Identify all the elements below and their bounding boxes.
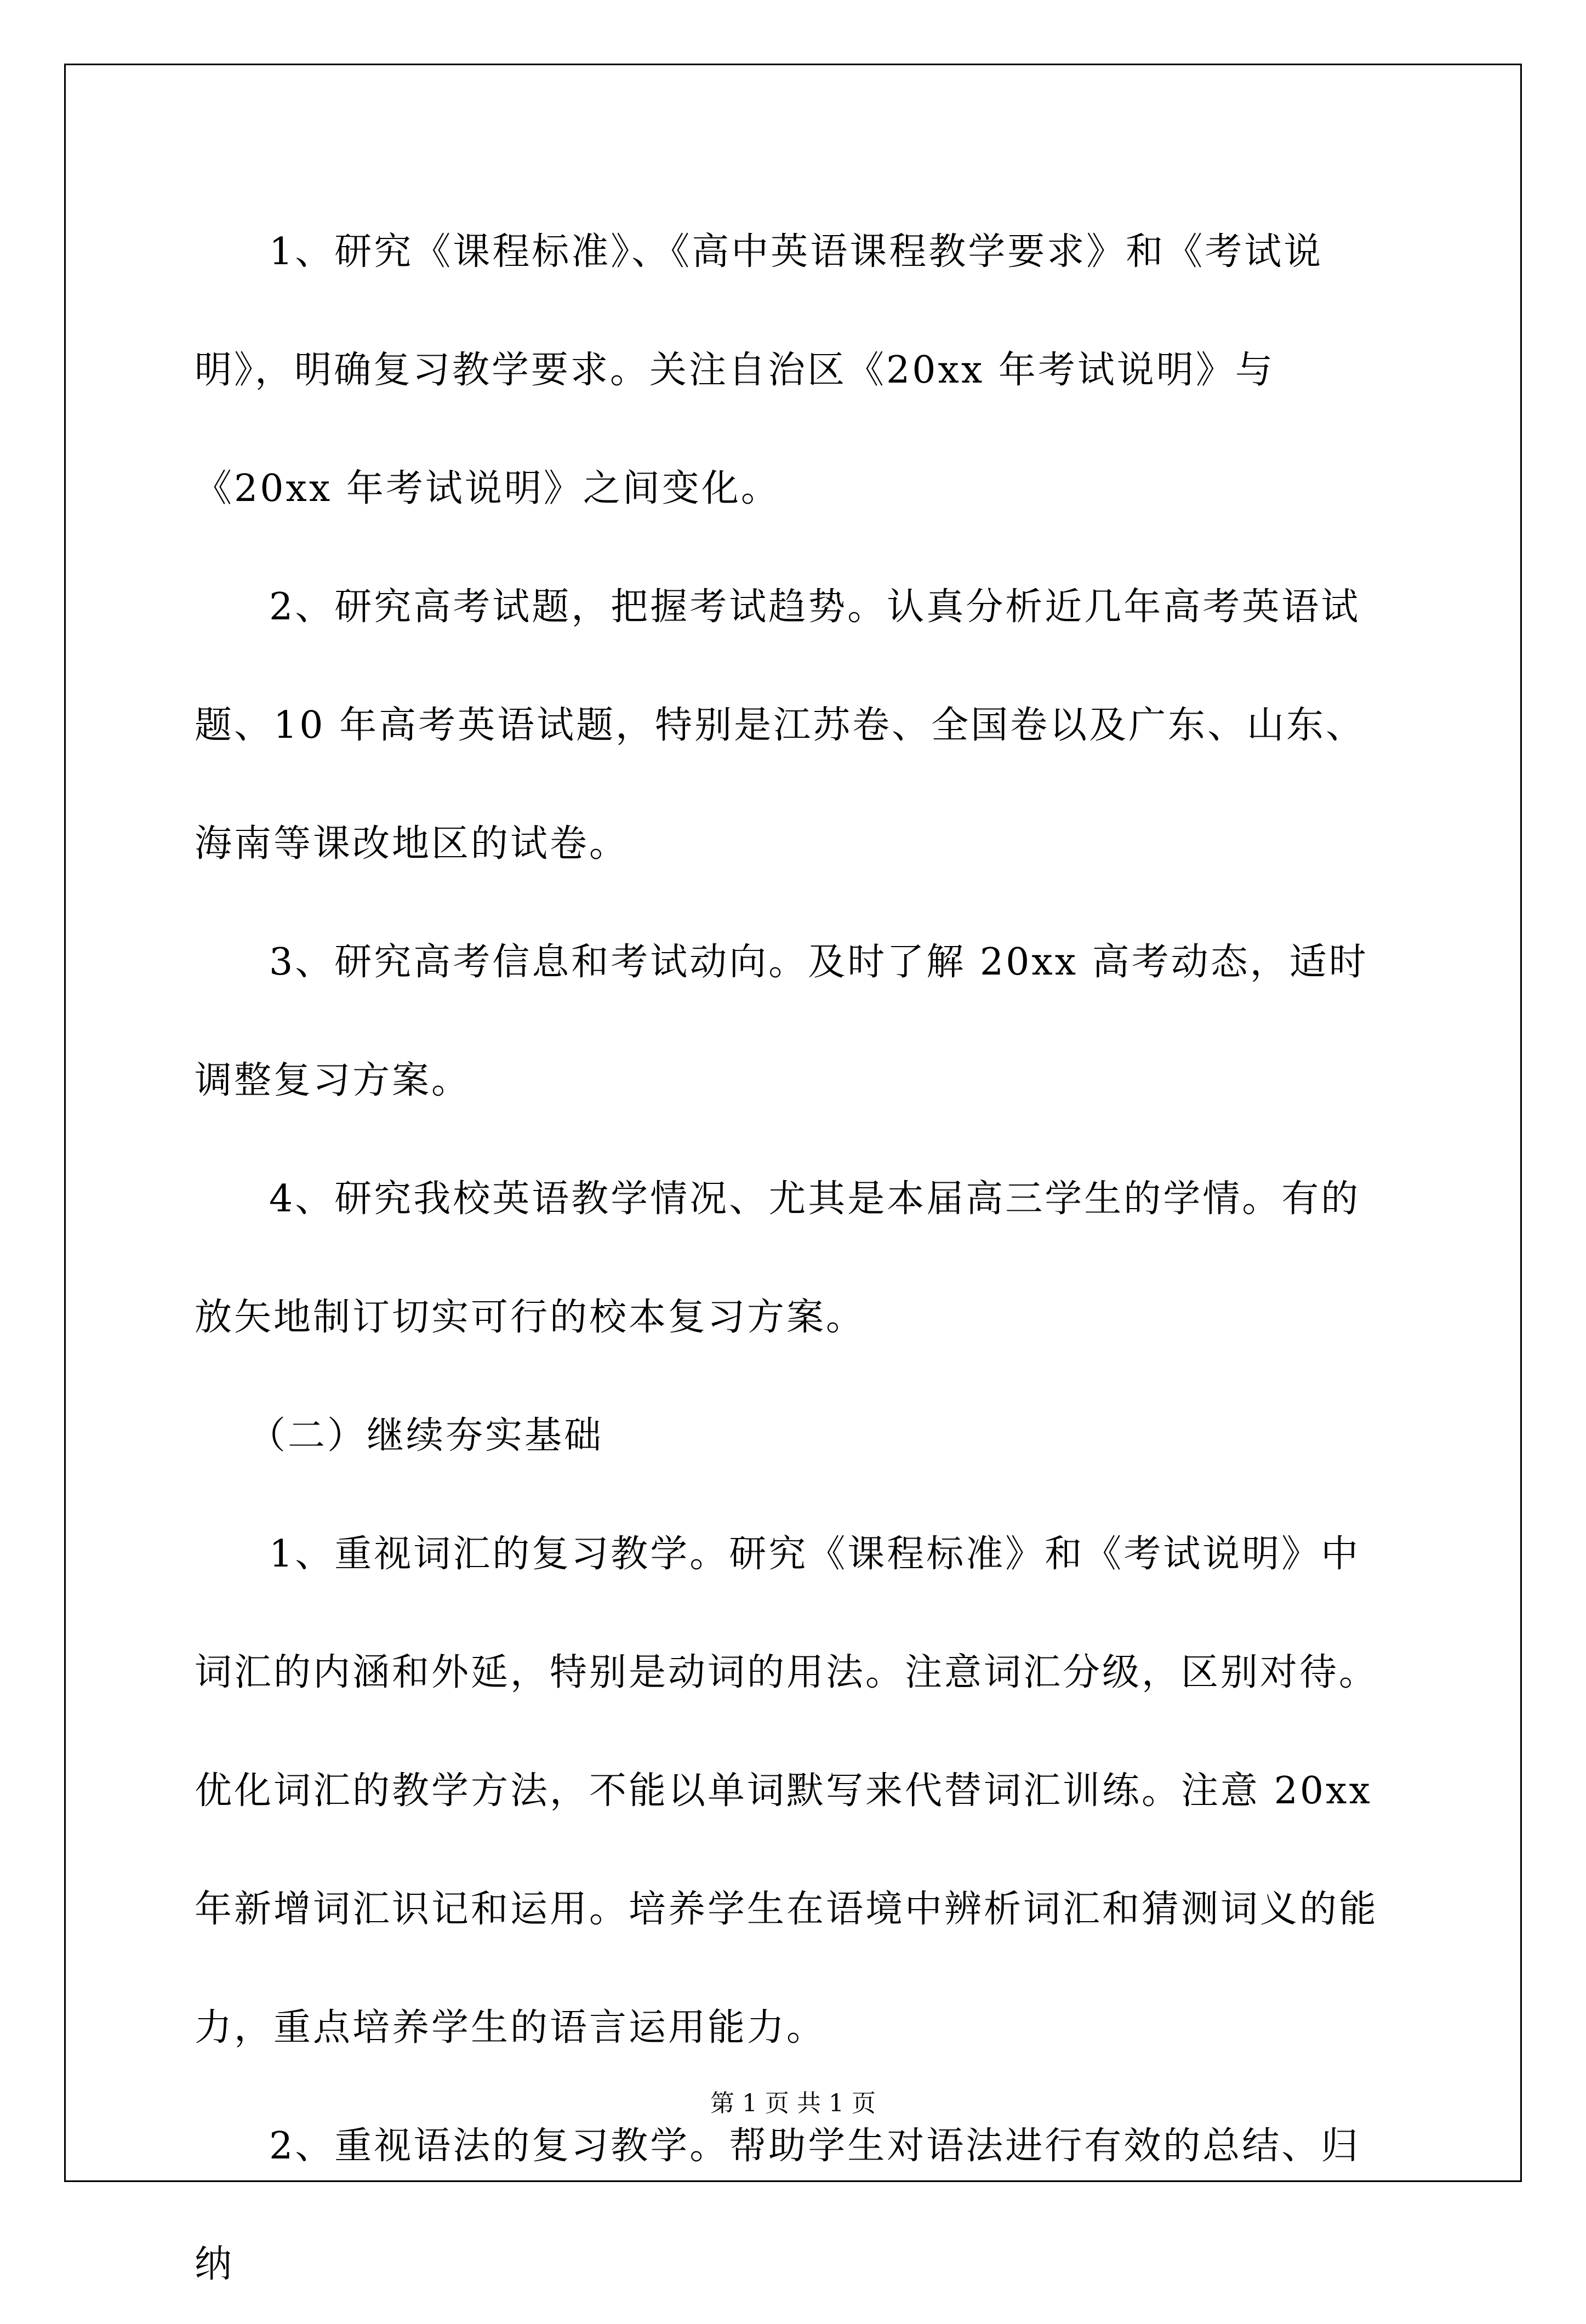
document-body [195, 193, 1395, 2324]
paragraph-5: 1、重视词汇的复习教学。研究《课程标准》和《考试说明》中词汇的内涵和外延，特别是动词的用法。注意词汇分级，区别对待。优化词汇的教学方法，不能以单词默写来代替词汇训练。注意 20xx 年新增词汇识记和运用。培养学生在语境中辨析词汇和猜测词义的能力，重点培养学生的语言运用能力。 [195, 1533, 1387, 2049]
paragraph-1: 1、研究《课程标准》、《高中英语课程教学要求》和《考试说明》，明确复习教学要求。关注自治区《20xx 年考试说明》与《20xx 年考试说明》之间变化。 [195, 230, 1323, 510]
paragraph-4: 4、研究我校英语教学情况、尤其是本届高三学生的学情。有的放矢地制订切实可行的校本复习方案。 [195, 1177, 1361, 1339]
page-number-footer: 第 1 页 共 1 页 [710, 2089, 876, 2117]
paragraph-2: 2、研究高考试题，把握考试趋势。认真分析近几年高考英语试题、10 年高考英语试题，特别是江苏卷、全国卷以及广东、山东、海南等课改地区的试卷。 [195, 585, 1366, 865]
paragraph-6: 2、重视语法的复习教学。帮助学生对语法进行有效的总结、归纳 [195, 2124, 1361, 2286]
section-heading: （二）继续夯实基础 [248, 1414, 604, 1457]
paragraph-3: 3、研究高考信息和考试动向。及时了解 20xx 高考动态，适时调整复习方案。 [195, 941, 1368, 1102]
